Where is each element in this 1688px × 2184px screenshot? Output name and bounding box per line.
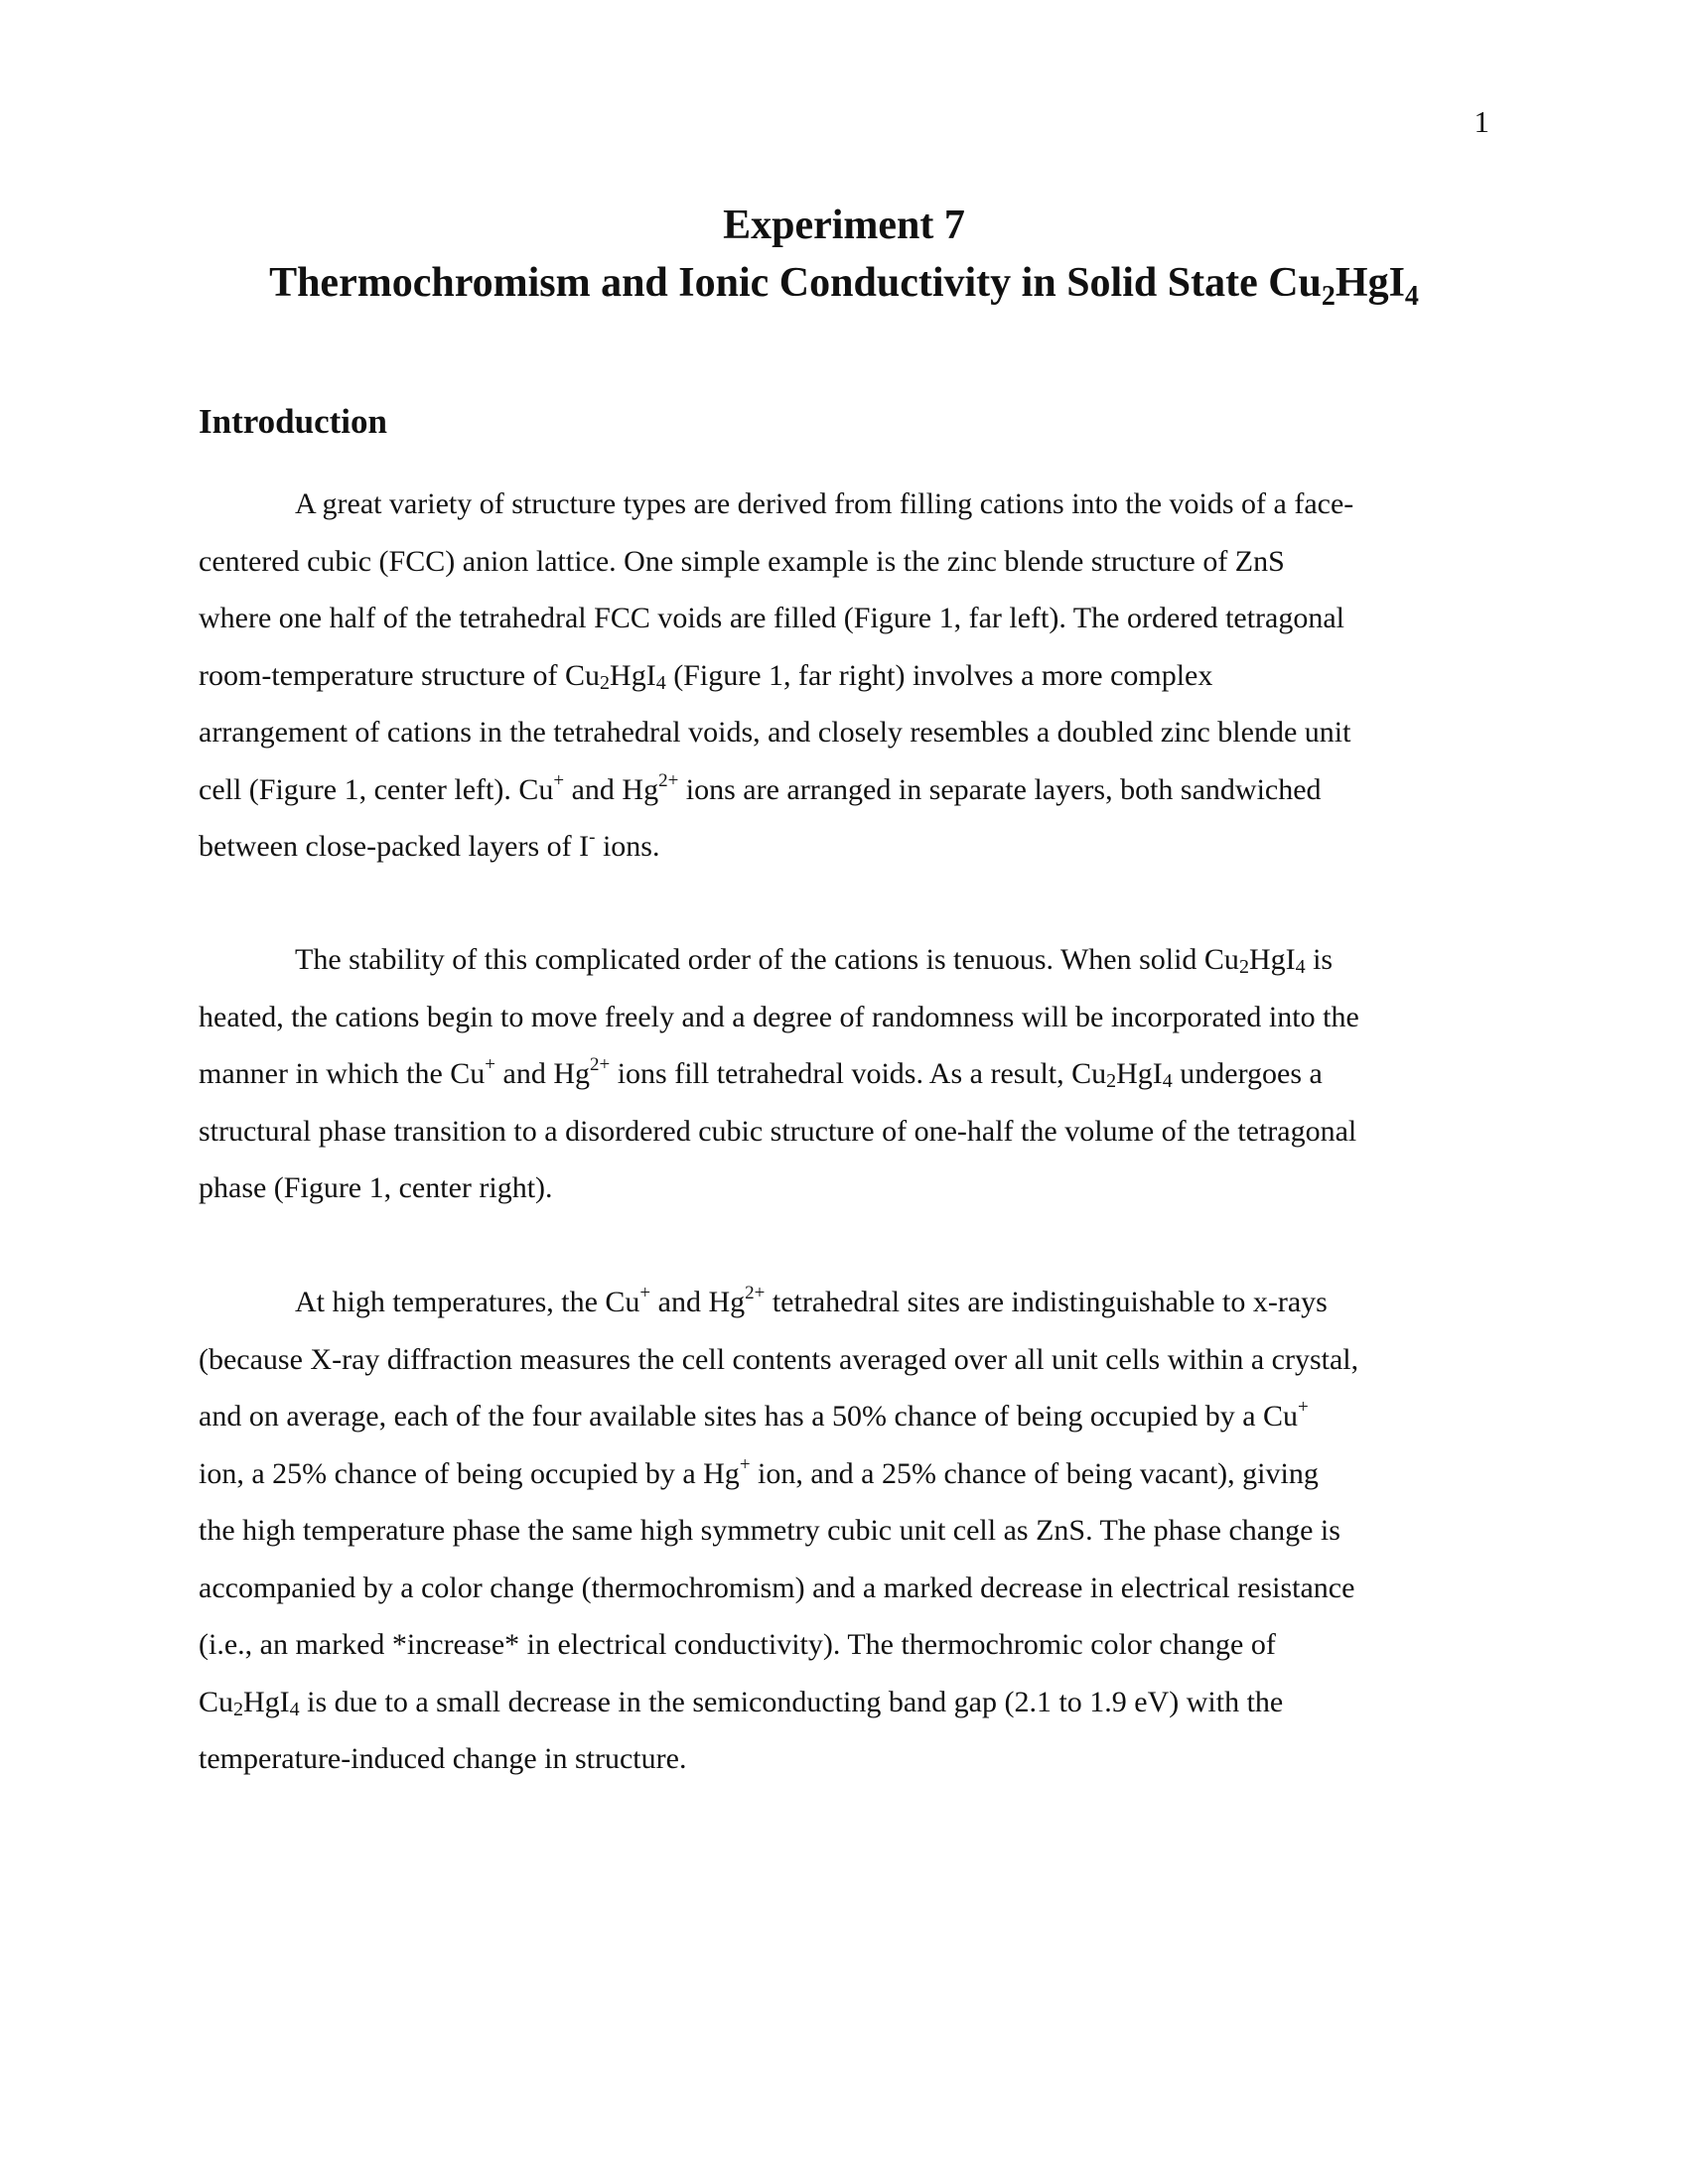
- text-run: ion, a 25% chance of being occupied by a Hg: [199, 1456, 740, 1490]
- text-line: [199, 761, 1489, 819]
- text-line: centered cubic (FCC) anion lattice. One simple example is the zinc blende structure of ZnS: [199, 544, 1285, 578]
- text-run: ions are arranged in separate layers, both sandwiched: [678, 772, 1322, 806]
- text-run: between close-packed layers of I: [199, 830, 590, 863]
- title-text: Thermochromism and Ionic Conductivity in Solid State Cu: [269, 260, 1322, 306]
- subscript: 4: [655, 671, 666, 694]
- text-line: phase (Figure 1, center right).: [199, 1171, 553, 1204]
- text-line: temperature-induced change in structure.: [199, 1742, 687, 1775]
- subscript: 2: [1106, 1070, 1117, 1092]
- subscript: 4: [1162, 1070, 1173, 1092]
- text-run: and on average, each of the four available sites has a 50% chance of being occupied by a Cu: [199, 1400, 1299, 1433]
- text-run: ion, and a 25% chance of being vacant), giving: [750, 1456, 1319, 1490]
- text-run: At high temperatures, the Cu: [295, 1286, 640, 1318]
- text-run: HgI: [610, 658, 656, 692]
- text-line: [199, 1674, 1489, 1731]
- page-number: 1: [1474, 104, 1489, 139]
- superscript: +: [1298, 1397, 1309, 1418]
- text-line: [199, 818, 1489, 876]
- text-line: A great variety of structure types are derived from filling cations into the voids of a face-: [295, 487, 1354, 520]
- text-line: accompanied by a color change (thermochromism) and a marked decrease in electrical resistance: [199, 1570, 1355, 1604]
- text-line: arrangement of cations in the tetrahedral voids, and closely resembles a doubled zinc blende unit: [199, 716, 1351, 749]
- superscript: 2+: [589, 1054, 611, 1075]
- text-run: The stability of this complicated order of the cations is tenuous. When solid Cu: [295, 943, 1239, 976]
- section-heading-introduction: Introduction: [199, 402, 387, 441]
- text-run: ions fill tetrahedral voids. As a result, Cu: [610, 1057, 1107, 1090]
- superscript: +: [553, 769, 565, 791]
- title-block: [0, 197, 1688, 312]
- text-line: [199, 1388, 1489, 1445]
- subscript: 2: [233, 1698, 244, 1720]
- subscript: 4: [1295, 956, 1306, 978]
- text-run: and Hg: [564, 772, 659, 806]
- text-line: (i.e., an marked *increase* in electrical conductivity). The thermochromic color change of: [199, 1628, 1276, 1661]
- text-run: ions.: [595, 830, 660, 863]
- text-line: structural phase transition to a disordered cubic structure of one-half the volume of the tetragonal: [199, 1114, 1357, 1148]
- title-subscript: 4: [1404, 281, 1419, 312]
- superscript: +: [639, 1283, 651, 1303]
- superscript: -: [589, 827, 596, 848]
- text-run: Cu: [199, 1685, 234, 1718]
- paragraph-3: [199, 1274, 1489, 1788]
- superscript: +: [485, 1054, 495, 1075]
- text-run: and Hg: [650, 1286, 746, 1318]
- text-run: is: [1305, 943, 1334, 976]
- superscript: 2+: [745, 1283, 766, 1303]
- text-line: [199, 1274, 1489, 1331]
- subscript: 2: [1238, 956, 1249, 978]
- paragraph-1: [199, 476, 1489, 876]
- text-run: manner in which the Cu: [199, 1057, 486, 1090]
- text-run: tetrahedral sites are indistinguishable to x-rays: [765, 1286, 1328, 1318]
- text-line: [199, 931, 1489, 989]
- text-run: and Hg: [495, 1057, 590, 1090]
- text-run: is due to a small decrease in the semiconducting band gap (2.1 to 1.9 eV) with the: [299, 1685, 1284, 1718]
- text-run: (Figure 1, far right) involves a more complex: [665, 658, 1213, 692]
- text-line: the high temperature phase the same high symmetry cubic unit cell as ZnS. The phase change is: [199, 1514, 1340, 1547]
- superscript: 2+: [658, 769, 679, 791]
- text-run: HgI: [1248, 943, 1296, 976]
- text-run: HgI: [243, 1685, 290, 1718]
- superscript: +: [739, 1453, 751, 1475]
- text-run: undergoes a: [1172, 1057, 1323, 1090]
- text-run: room-temperature structure of Cu: [199, 658, 601, 692]
- text-run: cell (Figure 1, center left). Cu: [199, 772, 554, 806]
- text-line: heated, the cations begin to move freely and a degree of randomness will be incorporated into the: [199, 1000, 1359, 1033]
- experiment-number-title: Experiment 7: [723, 203, 965, 248]
- paragraph-2: [199, 931, 1489, 1217]
- text-line: [199, 647, 1489, 705]
- title-subscript: 2: [1321, 281, 1336, 312]
- text-line: where one half of the tetrahedral FCC voids are filled (Figure 1, far left). The ordered tetragonal: [199, 602, 1345, 634]
- text-line: [199, 1045, 1489, 1103]
- subscript: 4: [289, 1698, 300, 1720]
- text-run: HgI: [1116, 1057, 1163, 1090]
- experiment-title: [0, 254, 1688, 312]
- text-line: (because X-ray diffraction measures the cell contents averaged over all unit cells within a crystal,: [199, 1342, 1359, 1376]
- text-line: [199, 1445, 1489, 1503]
- subscript: 2: [600, 671, 611, 694]
- title-text: HgI: [1335, 260, 1405, 306]
